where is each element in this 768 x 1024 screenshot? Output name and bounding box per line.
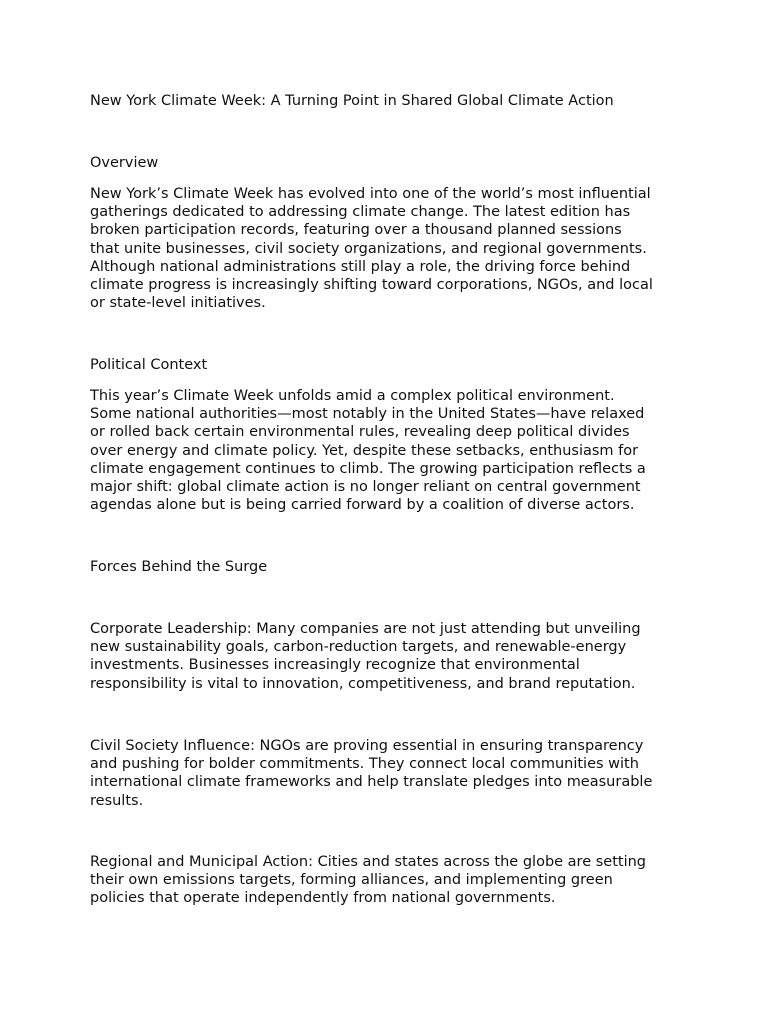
paragraph-civil-society: Civil Society Influence: NGOs are proving essential in ensuring transparency and pushing for bolder commitments. They connect local communities with international climate frameworks and help translate pledges into measurable results. xyxy=(90,738,653,809)
section-heading-overview: Overview xyxy=(90,155,159,171)
paragraph-corporate-leadership: Corporate Leadership: Many companies are not just attending but unveiling new sustainability goals, carbon-reduction targets, and renewable-energy investments. Businesses increasingly recognize that environmental responsibility is vital to innovation, competitiveness, and brand reputation. xyxy=(90,621,641,692)
section-heading-forces: Forces Behind the Surge xyxy=(90,559,268,575)
paragraph-political-context: This year’s Climate Week unfolds amid a complex political environment. Some national authorities—most notably in the United States—have relaxed or rolled back certain environmental rules, revealing deep political divides over energy and climate policy. Yet, despite these setbacks, enthusiasm for climate engagement continues to climb. The growing participation reflects a major shift: global climate action is no longer reliant on central government agendas alone but is being carried forward by a coalition of diverse actors. xyxy=(90,388,646,514)
paragraph-overview: New York’s Climate Week has evolved into one of the world’s most influential gatherings dedicated to addressing climate change. The latest edition has broken participation records, featuring over a thousand planned sessions that unite businesses, civil society organizations, and regional governments. Although national administrations still play a role, the driving force behind climate progress is increasingly shifting toward corporations, NGOs, and local or state-level initiatives. xyxy=(90,186,653,312)
section-heading-political-context: Political Context xyxy=(90,357,208,373)
paragraph-regional-action: Regional and Municipal Action: Cities and states across the globe are setting their own emissions targets, forming alliances, and implementing green policies that operate independently from national governments. xyxy=(90,854,646,907)
document-title: New York Climate Week: A Turning Point in Shared Global Climate Action xyxy=(90,93,614,109)
